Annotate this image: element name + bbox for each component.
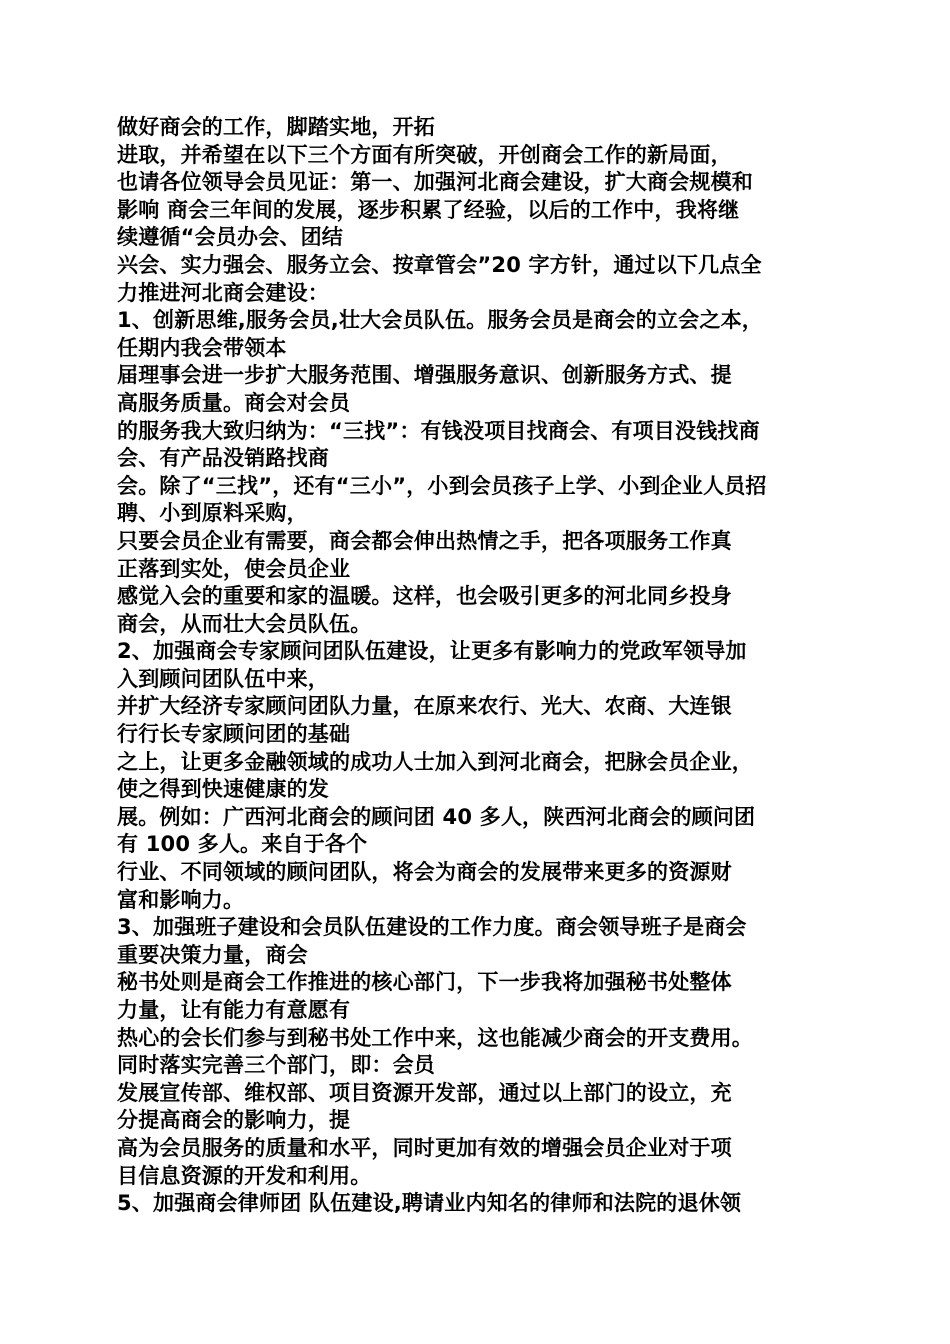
text-line: 正落到实处，使会员企业 xyxy=(117,556,351,581)
text-line: 做好商会的工作，脚踏实地，开拓 xyxy=(117,115,435,139)
text-line: 有 100 多人。来自于各个 xyxy=(117,832,368,857)
text-line: 力量，让有能力有意愿有 xyxy=(117,998,351,1022)
text-line: 影响 商会三年间的发展，逐步积累了经验，以后的工作中，我将继 xyxy=(117,197,740,222)
text-line: 发展宣传部、维权部、项目资源开发部，通过以上部门的设立，充 xyxy=(117,1080,732,1105)
text-line: 任期内我会带领本 xyxy=(117,335,287,360)
text-line: 会、有产品没销路找商 xyxy=(117,446,329,471)
text-line: 会。除了“三找”，还有“三小”，小到会员孩子上学、小到企业人员招 xyxy=(117,473,767,498)
text-line: 热心的会长们参与到秘书处工作中来，这也能减少商会的开支费用。 xyxy=(117,1025,753,1050)
text-line: 入到顾问团队伍中来， xyxy=(117,666,329,691)
text-line: 富和影响力。 xyxy=(117,887,245,912)
text-line: 2、加强商会专家顾问团队伍建设，让更多有影响力的党政军领导加 xyxy=(117,639,747,664)
text-line: 5、加强商会律师团 队伍建设,聘请业内知名的律师和法院的退休领 xyxy=(117,1191,742,1216)
text-line: 兴会、实力强会、服务立会、按章管会”20 字方针，通过以下几点全 xyxy=(117,252,762,277)
text-line: 目信息资源的开发和利用。 xyxy=(117,1163,372,1188)
text-line: 1、创新思维,服务会员,壮大会员队伍。服务会员是商会的立会之本， xyxy=(117,308,763,333)
text-line: 届理事会进一步扩大服务范围、增强服务意识、创新服务方式、提 xyxy=(117,363,732,388)
text-line: 并扩大经济专家顾问团队力量，在原来农行、光大、农商、大连银 xyxy=(117,694,732,719)
text-line: 分提高商会的影响力，提 xyxy=(117,1108,351,1133)
text-line: 续遵循“会员办会、团结 xyxy=(117,225,344,250)
text-line: 3、加强班子建设和会员队伍建设的工作力度。商会领导班子是商会 xyxy=(117,915,747,940)
text-line: 也请各位领导会员见证：第一、加强河北商会建设，扩大商会规模和 xyxy=(117,170,753,195)
text-line: 同时落实完善三个部门，即：会员 xyxy=(117,1053,435,1078)
text-line: 重要决策力量，商会 xyxy=(117,942,308,967)
text-line: 商会，从而壮大会员队伍。 xyxy=(117,611,372,636)
text-line: 高为会员服务的质量和水平，同时更加有效的增强会员企业对于项 xyxy=(117,1135,732,1160)
text-line: 之上，让更多金融领域的成功人士加入到河北商会，把脉会员企业， xyxy=(117,749,753,774)
text-line: 只要会员企业有需要，商会都会伸出热情之手，把各项服务工作真 xyxy=(117,528,732,553)
text-line: 行业、不同领域的顾问团队，将会为商会的发展带来更多的资源财 xyxy=(117,860,732,885)
text-line: 聘、小到原料采购， xyxy=(117,501,308,526)
text-line: 的服务我大致归纳为：“三找”：有钱没项目找商会、有项目没钱找商 xyxy=(117,418,760,443)
text-line: 高服务质量。商会对会员 xyxy=(117,390,351,415)
text-line: 行行长专家顾问团的基础 xyxy=(117,722,351,747)
text-line: 力推进河北商会建设： xyxy=(117,280,329,305)
text-line: 进取，并希望在以下三个方面有所突破，开创商会工作的新局面， xyxy=(117,142,732,167)
text-line: 秘书处则是商会工作推进的核心部门，下一步我将加强秘书处整体 xyxy=(117,970,732,995)
text-line: 感觉入会的重要和家的温暖。这样，也会吸引更多的河北同乡投身 xyxy=(117,584,732,609)
text-line: 使之得到快速健康的发 xyxy=(117,777,329,802)
document-body xyxy=(117,114,837,1218)
text-line: 展。例如：广西河北商会的顾问团 40 多人，陕西河北商会的顾问团 xyxy=(117,804,756,829)
